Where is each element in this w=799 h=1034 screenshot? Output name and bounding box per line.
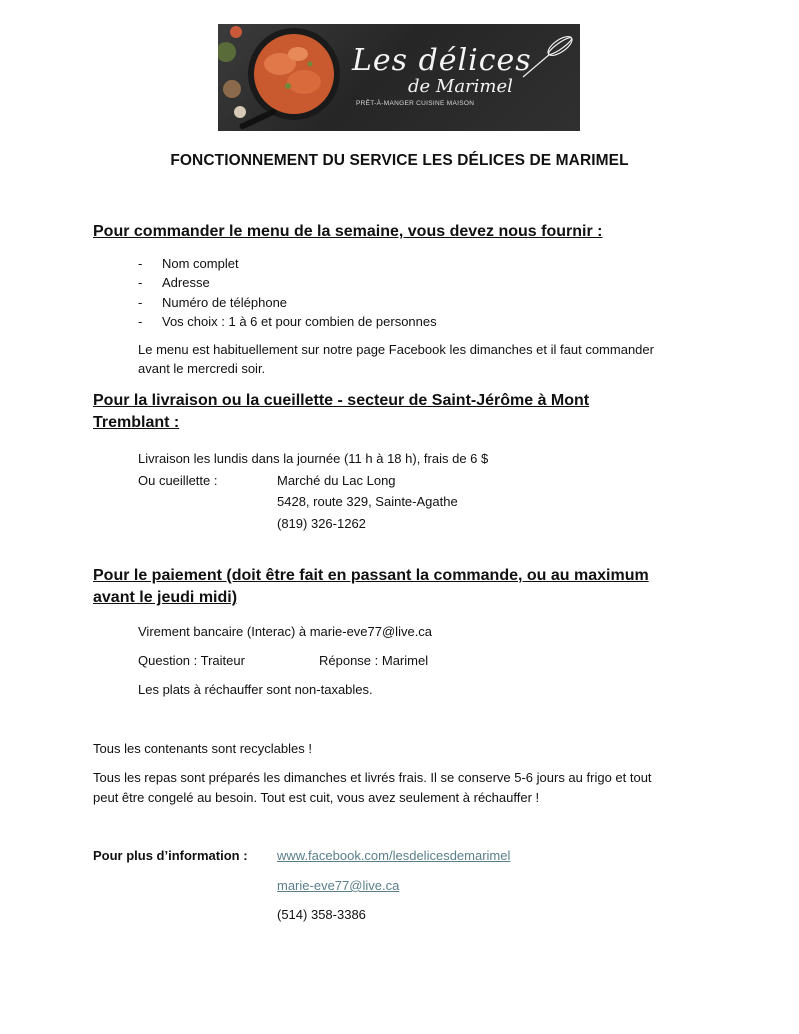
delivery-heading	[93, 390, 713, 434]
payment-heading-line: Pour le paiement (doit être fait en passant la commande, ou au maximum	[93, 567, 649, 584]
header-banner	[218, 24, 580, 131]
email-link[interactable]: marie-eve77@live.ca	[277, 878, 400, 893]
logo-subtitle: de Marimel	[408, 76, 513, 97]
order-note-line: Le menu est habituellement sur notre page Facebook les dimanches et il faut commander	[138, 342, 654, 357]
order-note-line: avant le mercredi soir.	[138, 361, 266, 376]
delivery-text: Livraison les lundis dans la journée (11 h à 18 h), frais de 6 $	[138, 451, 489, 466]
contact-label: Pour plus d’information :	[93, 848, 248, 863]
logo-title: Les délices	[352, 43, 532, 78]
order-requirements-list	[138, 254, 698, 331]
delivery-heading-line: Tremblant :	[93, 414, 180, 431]
whisk-icon	[518, 32, 578, 82]
delivery-heading-line: Pour la livraison ou la cueillette - secteur de Saint-Jérôme à Mont	[93, 392, 590, 409]
list-item: - Numéro de téléphone	[138, 293, 698, 312]
recyclable-note: Tous les contenants sont recyclables !	[93, 741, 312, 756]
list-item: - Vos choix : 1 à 6 et pour combien de personnes	[138, 312, 698, 331]
order-note	[138, 340, 708, 378]
order-heading: Pour commander le menu de la semaine, vous devez nous fournir :	[93, 223, 603, 240]
payment-heading	[93, 565, 713, 609]
contact-phone: (514) 358-3386	[277, 907, 366, 922]
list-item: - Nom complet	[138, 254, 698, 273]
pickup-label: Ou cueillette :	[138, 473, 218, 488]
logo-tagline: PRÊT-À-MANGER CUISINE MAISON	[356, 100, 475, 107]
payment-answer: Réponse : Marimel	[319, 653, 429, 668]
facebook-link[interactable]: www.facebook.com/lesdelicesdemarimel	[277, 848, 511, 863]
tax-note: Les plats à réchauffer sont non-taxables.	[138, 682, 373, 697]
payment-heading-line: avant le jeudi midi)	[93, 589, 238, 606]
preparation-note	[93, 768, 713, 808]
pickup-place: Marché du Lac Long	[277, 473, 396, 488]
food-pan-illustration	[218, 24, 348, 131]
pickup-phone: (819) 326-1262	[277, 516, 366, 531]
page-title: FONCTIONNEMENT DU SERVICE LES DÉLICES DE MARIMEL	[170, 152, 629, 169]
preparation-note-line: Tous les repas sont préparés les dimanches et livrés frais. Il se conserve 5-6 jours au frigo et tout	[93, 770, 652, 785]
preparation-note-line: peut être congelé au besoin. Tout est cuit, vous avez seulement à réchauffer !	[93, 790, 540, 805]
list-item: - Adresse	[138, 273, 698, 292]
pickup-address: 5428, route 329, Sainte-Agathe	[277, 494, 458, 509]
payment-transfer: Virement bancaire (Interac) à marie-eve77@live.ca	[138, 624, 433, 639]
payment-question: Question : Traiteur	[138, 653, 245, 668]
